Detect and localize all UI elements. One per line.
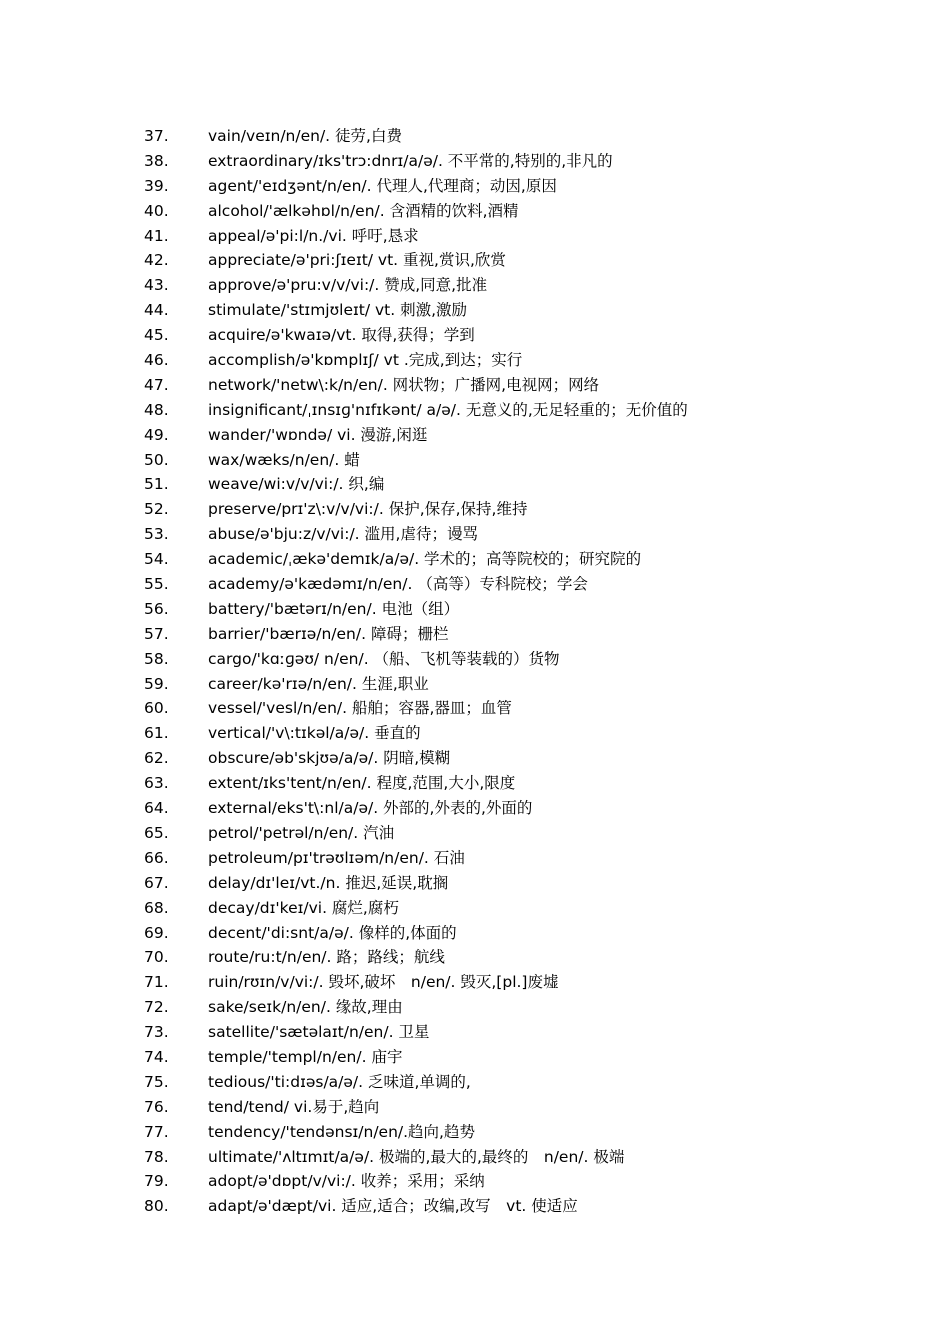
entry-text: satellite/'sætəlaɪt/n/en/. 卫星 [208,1023,430,1042]
vocabulary-entry [0,846,950,871]
vocabulary-entry [0,672,950,697]
entry-number: 64. [144,799,169,818]
vocabulary-entry [0,696,950,721]
vocabulary-entry [0,149,950,174]
vocabulary-entry [0,273,950,298]
entry-text: decent/'di:snt/a/ə/. 像样的,体面的 [208,923,457,942]
entry-number: 54. [144,550,169,569]
vocabulary-entry [0,1095,950,1120]
entry-text: tedious/'ti:dɪəs/a/ə/. 乏味道,单调的, [208,1072,471,1091]
vocabulary-entry [0,1145,950,1170]
entry-text: vain/veɪn/n/en/. 徒劳,白费 [208,127,402,145]
entry-text: academic/ˌækə'demɪk/a/ə/. 学术的；高等院校的；研究院的 [208,550,642,569]
vocabulary-entry [0,896,950,921]
entry-number: 74. [144,1047,169,1066]
entry-text: petrol/'petrəl/n/en/. 汽油 [208,823,395,842]
entry-number: 45. [144,326,169,345]
entry-number: 69. [144,923,169,942]
entry-text: ruin/rʊɪn/v/vi:/. 毁坏,破坏 n/en/. 毁灭,[pl.]废墟 [208,973,559,992]
vocabulary-entry [0,921,950,946]
vocabulary-entry [0,1045,950,1070]
entry-text: temple/'templ/n/en/. 庙宇 [208,1047,403,1066]
entry-text: wax/wæks/n/en/. 蜡 [208,450,360,469]
entry-number: 50. [144,450,169,469]
entry-number: 61. [144,724,169,743]
vocabulary-entry [0,298,950,323]
entry-text: acquire/ə'kwaɪə/vt. 取得,获得；学到 [208,326,475,345]
entry-text: barrier/'bærɪə/n/en/. 障碍；栅栏 [208,624,449,643]
entry-number: 57. [144,624,169,643]
vocabulary-entry [0,423,950,448]
entry-number: 55. [144,575,169,594]
entry-text: tendency/'tendənsɪ/n/en/.趋向,趋势 [208,1122,475,1141]
entry-number: 59. [144,674,169,693]
entry-text: wander/'wɒndə/ vi. 漫游,闲逛 [208,425,428,444]
entry-number: 79. [144,1172,169,1191]
entry-text: weave/wi:v/v/vi:/. 织,编 [208,475,385,494]
entry-number: 43. [144,276,169,295]
entry-text: battery/'bætərɪ/n/en/. 电池（组） [208,599,460,618]
entry-number: 77. [144,1122,169,1141]
entry-number: 65. [144,823,169,842]
entry-text: delay/dɪ'leɪ/vt./n. 推迟,延误,耽搁 [208,873,449,892]
entry-text: appreciate/ə'pri:ʃɪeɪt/ vt. 重视,赏识,欣赏 [208,251,506,270]
vocabulary-entry [0,497,950,522]
entry-number: 62. [144,749,169,768]
entry-number: 63. [144,774,169,793]
entry-number: 60. [144,699,169,718]
vocabulary-entry [0,323,950,348]
vocabulary-entry [0,174,950,199]
vocabulary-entry [0,248,950,273]
vocabulary-entry [0,821,950,846]
vocabulary-entry [0,1169,950,1194]
entry-number: 47. [144,375,169,394]
vocabulary-entry [0,796,950,821]
entry-number: 39. [144,176,169,195]
entry-text: agent/'eɪdʒənt/n/en/. 代理人,代理商；动因,原因 [208,176,557,195]
vocabulary-entry [0,448,950,473]
vocabulary-entry [0,622,950,647]
entry-text: adopt/ə'dɒpt/v/vi:/. 收养；采用；采纳 [208,1172,485,1191]
entry-number: 46. [144,351,169,370]
vocabulary-entry [0,647,950,672]
entry-text: decay/dɪ'keɪ/vi. 腐烂,腐朽 [208,898,399,917]
entry-text: extent/ɪks'tent/n/en/. 程度,范围,大小,限度 [208,774,516,793]
vocabulary-entry [0,721,950,746]
entry-number: 73. [144,1023,169,1042]
vocabulary-entry [0,199,950,224]
vocabulary-entry [0,871,950,896]
entry-text: obscure/əb'skjʊə/a/ə/. 阴暗,模糊 [208,749,451,768]
vocabulary-entry [0,746,950,771]
entry-text: adapt/ə'dæpt/vi. 适应,适合；改编,改写 vt. 使适应 [208,1197,578,1216]
vocabulary-entry [0,572,950,597]
entry-text: accomplish/ə'kɒmplɪʃ/ vt .完成,到达；实行 [208,351,523,370]
entry-number: 56. [144,599,169,618]
entry-number: 51. [144,475,169,494]
entry-text: appeal/ə'pi:l/n./vi. 呼吁,恳求 [208,226,419,245]
entry-number: 49. [144,425,169,444]
entry-text: sake/seɪk/n/en/. 缘故,理由 [208,998,403,1017]
entry-text: career/kə'rɪə/n/en/. 生涯,职业 [208,674,429,693]
vocabulary-entry [0,945,950,970]
entry-text: extraordinary/ɪks'trɔ:dnrɪ/a/ə/. 不平常的,特别的,非凡的 [208,151,613,170]
vocabulary-entry [0,1070,950,1095]
entry-number: 53. [144,525,169,544]
entry-text: route/ru:t/n/en/. 路；路线；航线 [208,948,445,967]
entry-number: 70. [144,948,169,967]
entry-text: petroleum/pɪ'trəʊlɪəm/n/en/. 石油 [208,848,465,867]
vocabulary-entry [0,348,950,373]
vocabulary-entry [0,995,950,1020]
entry-text: approve/ə'pru:v/v/vi:/. 赞成,同意,批准 [208,276,488,295]
entry-text: ultimate/'ʌltɪmɪt/a/ə/. 极端的,最大的,最终的 n/en/. 极端 [208,1147,625,1166]
entry-number: 42. [144,251,169,270]
entry-number: 78. [144,1147,169,1166]
vocabulary-entry [0,1194,950,1219]
vocabulary-entry [0,547,950,572]
vocabulary-entry [0,124,950,149]
entry-number: 67. [144,873,169,892]
vocabulary-entry [0,522,950,547]
vocabulary-entry [0,771,950,796]
entry-text: vertical/'v\:tɪkəl/a/ə/. 垂直的 [208,724,421,743]
entry-text: tend/tend/ vi.易于,趋向 [208,1097,380,1116]
entry-text: insignificant/ˌɪnsɪɡ'nɪfɪkənt/ a/ə/. 无意义的,无足轻重的；无价值的 [208,400,688,419]
entry-number: 80. [144,1197,169,1216]
vocabulary-entry [0,970,950,995]
entry-number: 76. [144,1097,169,1116]
entry-number: 52. [144,500,169,519]
entry-number: 66. [144,848,169,867]
vocabulary-entry [0,1020,950,1045]
entry-number: 37. [144,127,169,145]
vocabulary-entry [0,1120,950,1145]
entry-number: 72. [144,998,169,1017]
entry-number: 41. [144,226,169,245]
entry-text: academy/ə'kædəmɪ/n/en/. （高等）专科院校；学会 [208,575,588,594]
vocabulary-entry [0,373,950,398]
entry-number: 68. [144,898,169,917]
vocabulary-entry [0,224,950,249]
entry-number: 40. [144,201,169,220]
entry-text: vessel/'vesl/n/en/. 船舶；容器,器皿；血管 [208,699,512,718]
entry-text: alcohol/'ælkəhɒl/n/en/. 含酒精的饮料,酒精 [208,201,519,220]
vocabulary-entry [0,398,950,423]
entry-text: external/eks't\:nl/a/ə/. 外部的,外表的,外面的 [208,799,533,818]
vocabulary-list [0,124,950,1219]
entry-number: 44. [144,301,169,320]
entry-number: 48. [144,400,169,419]
entry-number: 75. [144,1072,169,1091]
entry-number: 71. [144,973,169,992]
vocabulary-entry [0,472,950,497]
entry-text: stimulate/'stɪmjʊleɪt/ vt. 刺激,激励 [208,301,468,320]
entry-text: abuse/ə'bju:z/v/vi:/. 滥用,虐待；谩骂 [208,525,478,544]
entry-text: cargo/'kɑːɡəʊ/ n/en/. （船、飞机等装载的）货物 [208,649,560,668]
entry-text: network/'netw\:k/n/en/. 网状物；广播网,电视网；网络 [208,375,600,394]
entry-number: 58. [144,649,169,668]
entry-text: preserve/prɪ'z\:v/v/vi:/. 保护,保存,保持,维持 [208,500,528,519]
entry-number: 38. [144,151,169,170]
vocabulary-entry [0,597,950,622]
